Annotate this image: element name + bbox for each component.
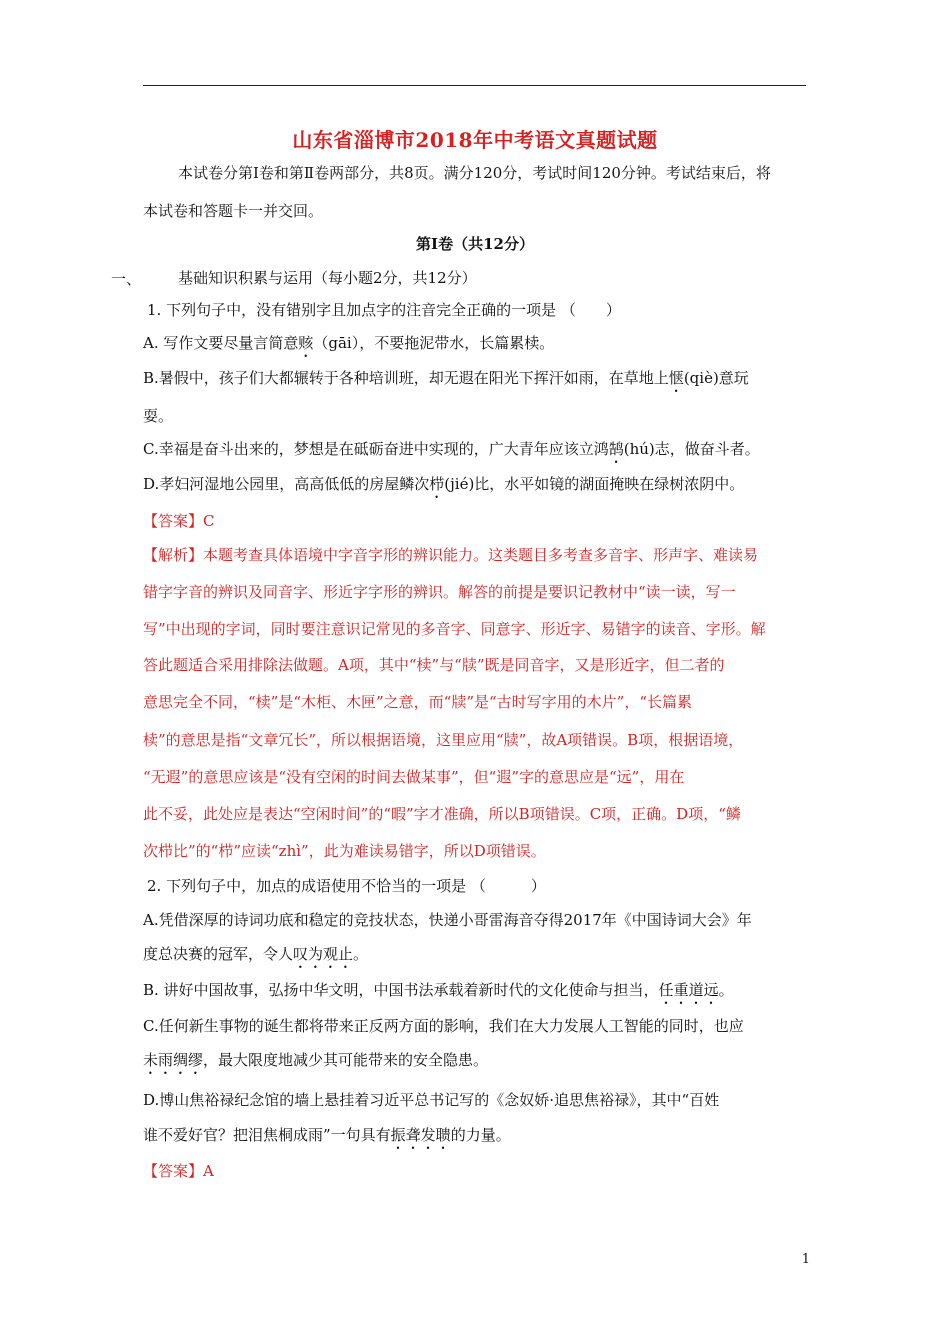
q2-a-text: 度总决赛的冠军，令人	[143, 945, 294, 963]
q2-option-b	[143, 980, 813, 1008]
q1-analysis-line-9: 次栉比”的“栉”应读“zhì”，此为难读易错字，所以D项错误。	[143, 842, 546, 860]
q1-d-text: D.孝妇河湿地公园里，高高低低的房屋鳞次	[143, 475, 430, 493]
q1-d-dotted: 栉	[429, 475, 445, 493]
q2-d-dotted: 振聋发聩	[390, 1126, 451, 1144]
q2-option-a-cont	[143, 944, 813, 972]
q1-analysis-line-1: 【解析】本题考查具体语境中字音字形的辨识能力。这类题目多考查多音字、形声字、难读易	[143, 546, 759, 564]
document-title: 山东省淄博市2018年中考语文真题试题	[292, 128, 658, 152]
intro-line-2: 本试卷和答题卡一并交回。	[143, 202, 324, 220]
q1-b-text: B.暑假中，孩子们大都辗转于各种培训班，却无遐在阳光下挥汗如雨，在草地上	[143, 369, 669, 387]
q2-d-text: 谁不爱好官？把泪焦桐成雨”一句具有	[143, 1126, 391, 1144]
q1-stem: 1. 下列句子中，没有错别字且加点字的注音完全正确的一项是 （ ）	[147, 301, 621, 319]
section-heading: 基础知识积累与运用（每小题2分，共12分）	[178, 269, 477, 287]
q1-b-text-end: (qiè)意玩	[683, 369, 749, 387]
q1-analysis-line-4: 答此题适合采用排除法做题。A项，其中“椟”与“牍”既是同音字，又是形近字，但二者的	[143, 656, 725, 674]
part-heading: 第Ⅰ卷（共12分）	[416, 235, 534, 253]
q1-option-b	[143, 368, 813, 396]
q1-analysis-line-6: 椟”的意思是指“文章冗长”，所以根据语境，这里应用“牍”，故A项错误。B项，根据语境，	[143, 731, 744, 749]
q1-analysis-line-8: 此不妥，此处应是表达“空闲时间”的“暇”字才准确，所以B项错误。C项，正确。D项，“鳞	[143, 805, 741, 823]
q1-c-text-end: (hú)志，做奋斗者。	[623, 440, 760, 458]
page-number: 1	[801, 1252, 810, 1267]
q1-analysis-line-5: 意思完全不同，“椟”是“木柜、木匣”之意，而“牍”是“古时写字用的木片”，“长篇累	[143, 693, 693, 711]
q1-answer: 【答案】C	[143, 512, 215, 530]
q2-d-text-end: 的力量。	[450, 1126, 511, 1144]
q2-answer: 【答案】A	[143, 1162, 214, 1180]
q2-option-c: C.任何新生事物的诞生都将带来正反两方面的影响，我们在大力发展人工智能的同时，也应	[143, 1017, 744, 1035]
q1-a-dotted: 赅	[298, 334, 314, 352]
q2-b-text-end: 。	[718, 981, 734, 999]
q1-option-c	[143, 439, 813, 467]
q1-d-text-end: (jié)比，水平如镜的湖面掩映在绿树浓阴中。	[444, 475, 745, 493]
q2-stem: 2. 下列句子中，加点的成语使用不恰当的一项是 （ ）	[147, 877, 546, 895]
q2-c-dotted: 未雨绸缪	[143, 1051, 204, 1069]
q1-c-dotted: 鹄	[608, 440, 624, 458]
q1-analysis-line-7: “无遐”的意思应该是“没有空闲的时间去做某事”，但“遐”字的意思应是“远”，用在	[143, 768, 685, 786]
q1-b-dotted: 惬	[668, 369, 684, 387]
q1-a-text: A. 写作文要尽量言简意	[143, 334, 299, 352]
section-number: 一、	[111, 270, 142, 288]
q1-option-d	[143, 474, 813, 502]
q2-option-d-cont	[143, 1125, 813, 1153]
q2-a-text-end: 。	[353, 945, 369, 963]
q2-option-a: A.凭借深厚的诗词功底和稳定的竞技状态，快递小哥雷海音夺得2017年《中国诗词大会》年	[143, 911, 752, 929]
header-rule	[143, 85, 806, 86]
q1-a-text-end: （gāi），不要拖泥带水，长篇累椟。	[313, 334, 555, 352]
q2-b-dotted: 任重道远	[658, 981, 719, 999]
q1-analysis-line-3: 写”中出现的字词，同时要注意识记常见的多音字、同意字、形近字、易错字的读音、字形。解	[143, 620, 766, 638]
q2-c-text-end: ，最大限度地减少其可能带来的安全隐患。	[203, 1051, 489, 1069]
intro-line-1: 本试卷分第Ⅰ卷和第Ⅱ卷两部分，共8页。满分120分，考试时间120分钟。考试结束后，将	[178, 164, 771, 182]
q2-option-d: D.博山焦裕禄纪念馆的墙上悬挂着习近平总书记写的《念奴娇·追思焦裕禄》，其中“百姓	[143, 1091, 720, 1109]
q1-c-text: C.幸福是奋斗出来的，梦想是在砥砺奋进中实现的，广大青年应该立鸿	[143, 440, 609, 458]
q1-analysis-line-2: 错字字音的辨识及同音字、形近字字形的辨识。解答的前提是要识记教材中“读一读，写一	[143, 583, 736, 601]
q1-option-b-cont: 耍。	[143, 407, 174, 425]
q1-option-a	[143, 333, 813, 361]
q2-b-text: B. 讲好中国故事，弘扬中华文明，中国书法承载着新时代的文化使命与担当，	[143, 981, 659, 999]
q2-a-dotted: 叹为观止	[293, 945, 354, 963]
q2-option-c-cont	[143, 1050, 813, 1078]
